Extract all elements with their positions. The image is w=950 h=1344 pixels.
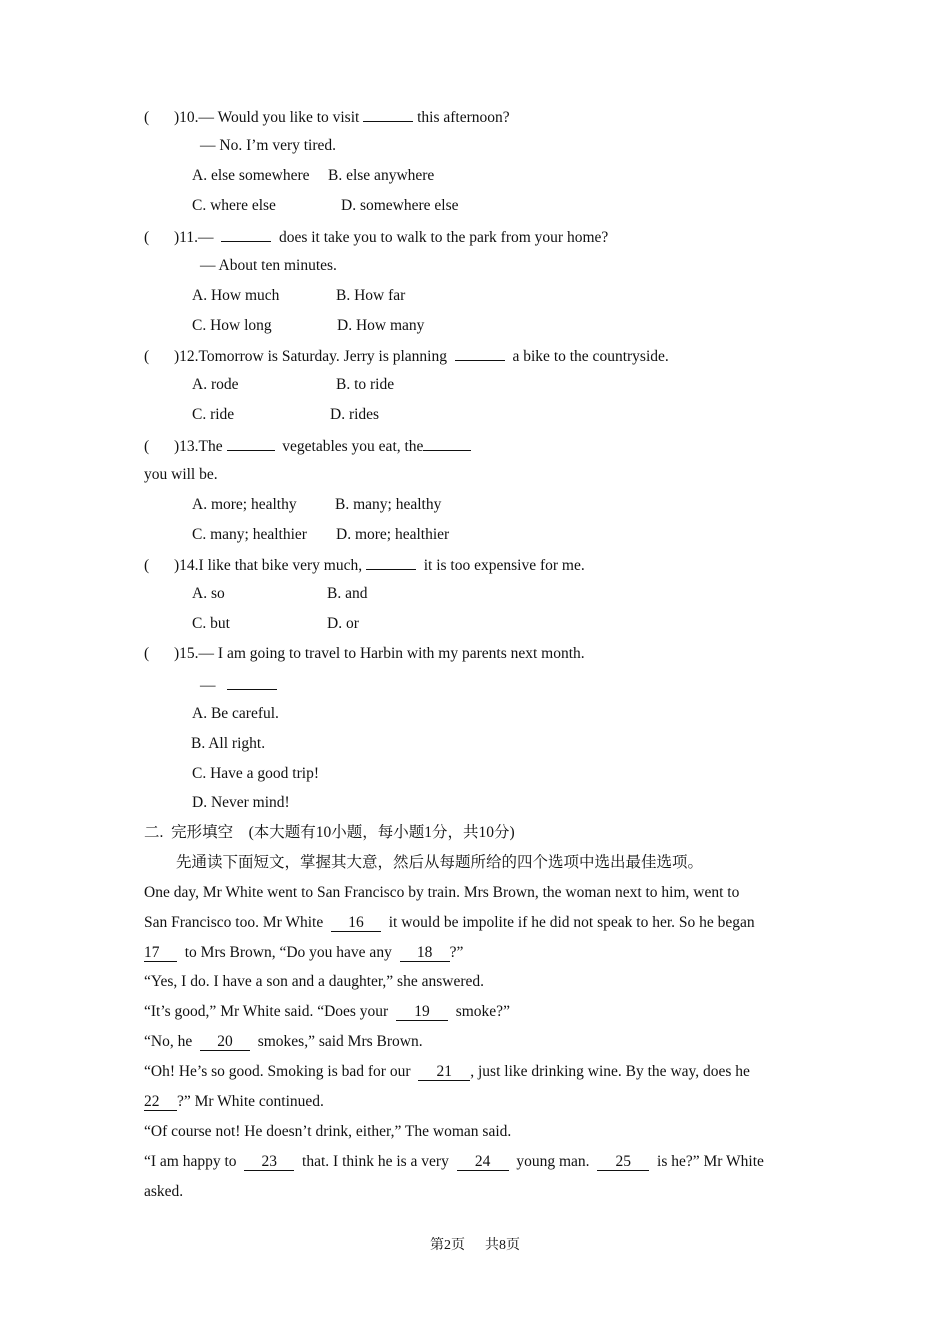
question-15-stem: ( )15.— I am going to travel to Harbin with my parents next month. — [144, 645, 585, 662]
cloze-blank-18[interactable]: 18 — [400, 945, 450, 962]
cloze-blank-19[interactable]: 19 — [396, 1004, 448, 1021]
page-footer — [0, 1234, 950, 1254]
cloze-blank-22[interactable]: 22 — [144, 1094, 177, 1111]
answer-paren[interactable]: ( — [144, 557, 150, 574]
option-d: D. How many — [337, 317, 425, 334]
answer-blank[interactable] — [455, 346, 505, 361]
cloze-blank-17[interactable]: 17 — [144, 945, 177, 962]
option-a: A. more; healthy — [192, 496, 297, 513]
passage-line: “Of course not! He doesn’t drink, either,” The woman said. — [144, 1123, 512, 1140]
answer-paren[interactable]: ( — [144, 229, 150, 246]
option-a: A. rode — [192, 376, 239, 393]
passage-line: 17 to Mrs Brown, “Do you have any 18 ?” — [144, 944, 464, 961]
page-total: 共8页 — [485, 1238, 520, 1253]
passage-line: “Yes, I do. I have a son and a daughter,” she answered. — [144, 973, 484, 990]
passage-line: 22 ?” Mr White continued. — [144, 1093, 324, 1110]
option-b: B. else anywhere — [328, 167, 435, 184]
option-d: D. somewhere else — [341, 197, 459, 214]
question-10-stem: ( )10.— Would you like to visit this afternoon? — [144, 109, 510, 126]
section-heading: 二. 完形填空 (本大题有10小题，每小题1分，共10分) — [144, 824, 515, 841]
option-c: C. where else — [192, 197, 276, 214]
question-11-reply: — About ten minutes. — [200, 257, 337, 274]
option-b: B. How far — [336, 287, 406, 304]
page-number: 第2页 — [430, 1238, 465, 1253]
option-c: C. ride — [192, 406, 235, 423]
answer-blank[interactable] — [227, 675, 277, 690]
option-c: C. Have a good trip! — [192, 765, 319, 782]
answer-blank[interactable] — [363, 107, 413, 122]
cloze-blank-16[interactable]: 16 — [331, 915, 381, 932]
question-14-stem: ( )14.I like that bike very much, it is too expensive for me. — [144, 557, 585, 574]
passage-line: asked. — [144, 1183, 184, 1200]
passage-line: One day, Mr White went to San Francisco by train. Mrs Brown, the woman next to him, went to — [144, 884, 740, 901]
option-b: B. to ride — [336, 376, 395, 393]
option-a: A. so — [192, 585, 225, 602]
passage-line: “No, he 20 smokes,” said Mrs Brown. — [144, 1033, 423, 1050]
answer-blank[interactable] — [221, 227, 271, 242]
option-a: A. Be careful. — [192, 705, 279, 722]
option-a: A. How much — [192, 287, 280, 304]
question-10-reply: — No. I’m very tired. — [200, 137, 337, 154]
option-d: D. more; healthier — [336, 526, 450, 543]
section-instruction: 先通读下面短文，掌握其大意，然后从每题所给的四个选项中选出最佳选项。 — [176, 854, 704, 871]
option-c: C. How long — [192, 317, 272, 334]
option-b: B. many; healthy — [335, 496, 442, 513]
question-11-stem: ( )11.— does it take you to walk to the park from your home? — [144, 229, 609, 246]
option-c: C. many; healthier — [192, 526, 307, 543]
option-a: A. else somewhere — [192, 167, 310, 184]
cloze-blank-20[interactable]: 20 — [200, 1034, 250, 1051]
answer-paren[interactable]: ( — [144, 109, 150, 126]
answer-blank[interactable] — [227, 436, 275, 451]
answer-blank[interactable] — [423, 436, 471, 451]
passage-line: “It’s good,” Mr White said. “Does your 19 smoke?” — [144, 1003, 510, 1020]
answer-paren[interactable]: ( — [144, 348, 150, 365]
passage-line: San Francisco too. Mr White 16 it would be impolite if he did not speak to her. So he began — [144, 914, 755, 931]
cloze-blank-24[interactable]: 24 — [457, 1154, 509, 1171]
question-13-stem: ( )13.The vegetables you eat, the — [144, 436, 471, 456]
answer-blank[interactable] — [366, 555, 416, 570]
question-13-stem-cont: you will be. — [144, 466, 218, 483]
cloze-blank-21[interactable]: 21 — [418, 1064, 470, 1081]
option-b: B. and — [327, 585, 368, 602]
cloze-blank-25[interactable]: 25 — [597, 1154, 649, 1171]
answer-paren[interactable]: ( — [144, 645, 150, 662]
option-c: C. but — [192, 615, 230, 632]
cloze-blank-23[interactable]: 23 — [244, 1154, 294, 1171]
answer-paren[interactable]: ( — [144, 438, 150, 455]
option-d: D. Never mind! — [192, 794, 290, 811]
option-d: D. or — [327, 615, 359, 632]
passage-line: “Oh! He’s so good. Smoking is bad for our 21 , just like drinking wine. By the way, does he — [144, 1063, 750, 1080]
question-12-stem: ( )12.Tomorrow is Saturday. Jerry is planning a bike to the countryside. — [144, 348, 669, 365]
passage-line: “I am happy to 23 that. I think he is a very 24 young man. 25 is he?” Mr White — [144, 1153, 764, 1170]
question-15-reply: — — [200, 675, 277, 695]
option-d: D. rides — [330, 406, 380, 423]
option-b: B. All right. — [191, 735, 266, 752]
